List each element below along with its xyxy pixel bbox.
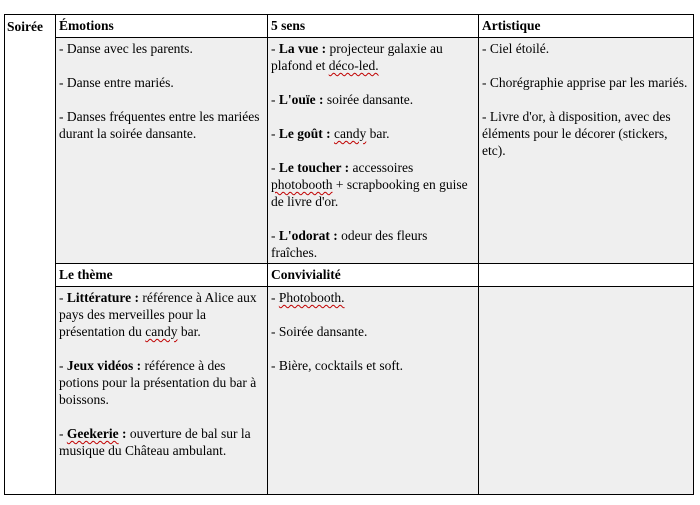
convivialite-biere: - Bière, cocktails et soft.	[271, 358, 403, 373]
cell-artistique	[479, 38, 694, 264]
cell-5-sens	[268, 38, 479, 264]
header-5-sens: 5 sens	[268, 15, 479, 38]
header-emotions: Émotions	[56, 15, 268, 38]
cell-empty	[479, 287, 694, 495]
cell-theme	[56, 287, 268, 495]
emotions-item-1: - Danse avec les parents.	[59, 41, 193, 56]
convivialite-photobooth: - Photobooth.	[271, 290, 345, 305]
theme-geekerie: - Geekerie : ouverture de bal sur la musique du Château ambulant.	[59, 426, 251, 458]
planning-table	[4, 14, 694, 495]
sens-gout: - Le goût : candy bar.	[271, 126, 390, 141]
header-empty	[479, 264, 694, 287]
header-le-theme: Le thème	[56, 264, 268, 287]
cell-emotions	[56, 38, 268, 264]
artistique-item-3: - Livre d'or, à disposition, avec des éléments pour le décorer (stickers, etc).	[482, 109, 671, 158]
emotions-item-2: - Danse entre mariés.	[59, 75, 174, 90]
sens-toucher: - Le toucher : accessoires photobooth + scrapbooking en guise de livre d'or.	[271, 160, 468, 209]
emotions-item-3: - Danses fréquentes entre les mariées durant la soirée dansante.	[59, 109, 260, 141]
artistique-item-1: - Ciel étoilé.	[482, 41, 550, 56]
artistique-item-2: - Chorégraphie apprise par les mariés.	[482, 75, 688, 90]
theme-litterature: - Littérature : référence à Alice aux pays des merveilles pour la présentation du candy bar.	[59, 290, 257, 339]
sens-vue: - La vue : projecteur galaxie au plafond et déco-led.	[271, 41, 443, 73]
header-convivialite: Convivialité	[268, 264, 479, 287]
row-label-soiree: Soirée	[5, 15, 56, 495]
cell-convivialite	[268, 287, 479, 495]
sens-odorat: - L'odorat : odeur des fleurs fraîches.	[271, 228, 428, 260]
header-artistique: Artistique	[479, 15, 694, 38]
theme-jeux-videos: - Jeux vidéos : référence à des potions pour la présentation du bar à boissons.	[59, 358, 257, 407]
convivialite-soiree: - Soirée dansante.	[271, 324, 368, 339]
sens-ouie: - L'ouïe : soirée dansante.	[271, 92, 414, 107]
